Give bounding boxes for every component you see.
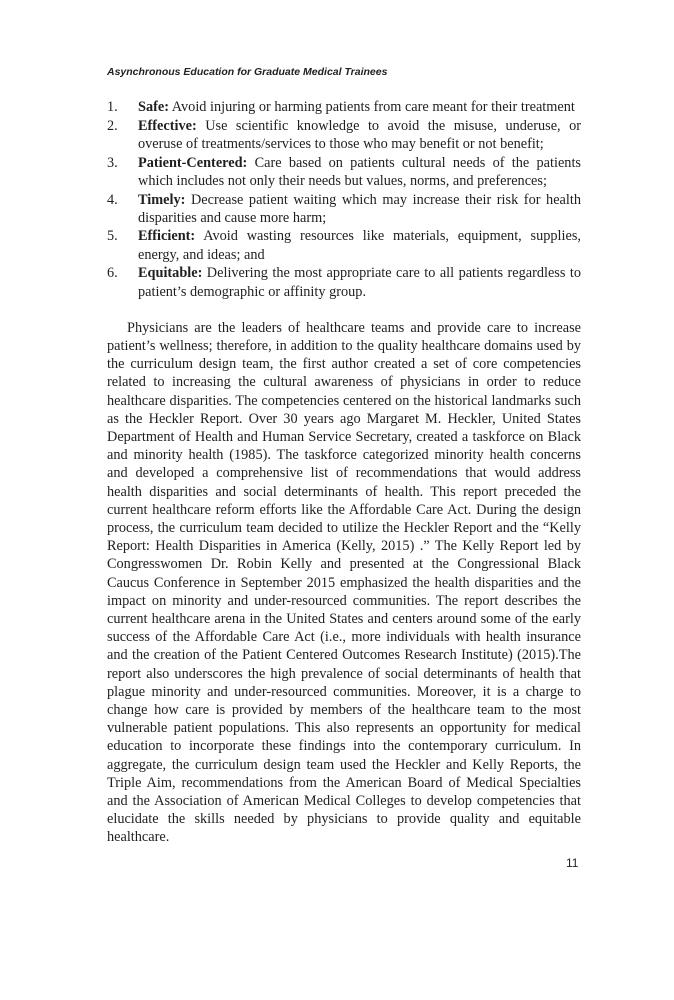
list-item-term: Patient-Centered:	[138, 154, 248, 171]
list-item-text: Delivering the most appropriate care to all patients regardless to patient’s demographic or affinity group.	[138, 265, 581, 300]
list-item-number: 2.	[107, 117, 118, 134]
list-item-term: Equitable:	[138, 265, 203, 282]
list-item	[107, 154, 581, 190]
list-item-number: 6.	[107, 265, 118, 282]
list-item	[107, 117, 581, 153]
body-text	[107, 98, 581, 847]
body-paragraph: Physicians are the leaders of healthcare teams and provide care to increase patient’s wellness; therefore, in addition to the quality healthcare domains used by the curriculum design team, the first author created a set of core competencies related to increasing the cultural awareness of physicians in order to reduce healthcare disparities. The competencies centered on the historical landmarks such as the Heckler Report. Over 30 years ago Margaret M. Heckler, United States Department of Health and Human Service Secretary, created a taskforce on Black and minority health (1985). The taskforce categorized minority health concerns and developed a comprehensive list of recommendations that would address health disparities and social determinants of health. This report preceded the current healthcare reform efforts like the Affordable Care Act. During the design process, the curriculum team decided to utilize the Heckler Report and the “Kelly Report: Health Disparities in America (Kelly, 2015) .” The Kelly Report led by Congresswomen Dr. Robin Kelly and presented at the Congressional Black Caucus Conference in September 2015 emphasized the health disparities and the impact on minority and under-resourced communities. The report describes the current healthcare arena in the United States and centers around some of the early success of the Affordable Care Act (i.e., more individuals with health insurance and the creation of the Patient Centered Outcomes Research Institute) (2015).The report also underscores the high prevalence of social determinants of health that plague minority and under-resourced communities. Moreover, it is a charge to change how care is provided by members of the healthcare team to the most vulnerable patient populations. This also represents an opportunity for medical education to incorporate these findings into the contemporary curriculum. In aggregate, the curriculum design team used the Heckler and Kelly Reports, the Triple Aim, recommendations from the American Board of Medical Specialties and the Association of American Medical Colleges to develop competencies that elucidate the skills needed by physicians to provide quality and equitable healthcare.	[107, 319, 581, 846]
list-item-number: 4.	[107, 191, 118, 208]
list-item	[107, 191, 581, 227]
list-item-term: Timely:	[138, 191, 186, 208]
running-header: Asynchronous Education for Graduate Medical Trainees	[107, 66, 388, 78]
list-item-number: 3.	[107, 154, 118, 171]
list-item-term: Effective:	[138, 117, 197, 134]
quality-domains-list	[107, 98, 581, 301]
list-item-number: 1.	[107, 99, 118, 115]
list-item-text: Avoid injuring or harming patients from care meant for their treatment	[168, 99, 575, 115]
list-item-term: Efficient:	[138, 228, 196, 245]
list-item	[107, 98, 581, 116]
list-item-number: 5.	[107, 228, 118, 245]
page-number: 11	[566, 856, 579, 870]
list-item	[107, 227, 581, 263]
list-item-text: Care based on patients cultural needs of the patients which includes not only their needs but values, norms, and preferences;	[138, 154, 581, 189]
list-item-text: Decrease patient waiting which may increase their risk for health disparities and cause more harm;	[138, 191, 581, 226]
list-item	[107, 264, 581, 300]
list-item-text: Avoid wasting resources like materials, equipment, supplies, energy, and ideas; and	[138, 228, 581, 263]
list-item-term: Safe:	[138, 99, 169, 115]
list-item-text: Use scientific knowledge to avoid the misuse, underuse, or overuse of treatments/services to those who may benefit or not benefit;	[138, 117, 581, 152]
